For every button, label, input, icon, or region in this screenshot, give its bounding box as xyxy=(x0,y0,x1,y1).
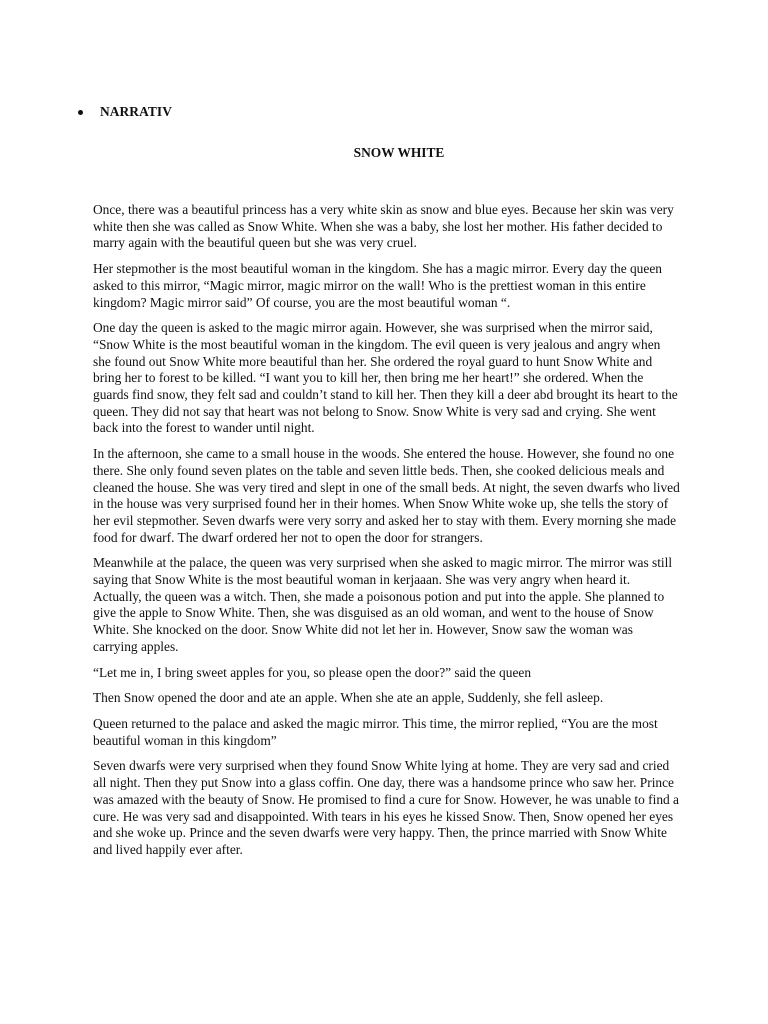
story-title-container xyxy=(0,145,768,161)
bullet-icon xyxy=(78,110,83,115)
story-title: SNOW WHITE xyxy=(353,145,445,160)
paragraph: “Let me in, I bring sweet apples for you, so please open the door?” said the queen xyxy=(93,664,532,680)
section-heading xyxy=(78,102,172,122)
paragraph: In the afternoon, she came to a small house in the woods. She entered the house. However, she found no one there. She only found seven plates on the table and seven little beds. Then, she cooked delicious meals and cleaned the house. She was very tired and slept in one of the small beds. At night, the seven dwarfs who lived in the house was very surprised found her in their homes. When Snow White woke up, she tells the story of her evil stepmother. Seven dwarfs were very sorry and asked her to stay with them. Every morning she made food for dwarf. The dwarf ordered her not to open the door for strangers. xyxy=(93,446,680,545)
paragraph: Meanwhile at the palace, the queen was very surprised when she asked to magic mirror. The mirror was still saying that Snow White is the most beautiful woman in kerjaaan. She was very angry when heard it. Actually, the queen was a witch. Then, she made a poisonous potion and put into the apple. She planned to give the apple to Snow White. Then, she was disguised as an old woman, and went to the house of Snow White. She knocked on the door. Snow White did not let her in. However, Snow saw the woman was carrying apples. xyxy=(93,555,673,654)
paragraph: Once, there was a beautiful princess has a very white skin as snow and blue eyes. Because her skin was very white then she was called as Snow White. When she was a baby, she lost her mother. His father decided to marry again with the beautiful queen but she was very cruel. xyxy=(93,202,674,251)
section-heading-label: NARRATIV xyxy=(100,104,172,119)
paragraph: Then Snow opened the door and ate an apple. When she ate an apple, Suddenly, she fell asleep. xyxy=(93,690,604,706)
paragraph: Her stepmother is the most beautiful woman in the kingdom. She has a magic mirror. Every day the queen asked to this mirror, “Magic mirror, magic mirror on the wall! Who is the prettiest woman in this entire kingdom? Magic mirror said” Of course, you are the most beautiful woman “. xyxy=(93,261,662,310)
story-body xyxy=(93,202,680,868)
paragraph: Seven dwarfs were very surprised when they found Snow White lying at home. They are very sad and cried all night. Then they put Snow into a glass coffin. One day, there was a handsome prince who saw her. Prince was amazed with the beauty of Snow. He promised to find a cure for Snow. However, he was unable to find a cure. He was very sad and disappointed. With tears in his eyes he kissed Snow. Then, Snow opened her eyes and she woke up. Prince and the seven dwarfs were very happy. Then, the prince married with Snow White and lived happily ever after. xyxy=(93,758,680,857)
paragraph: One day the queen is asked to the magic mirror again. However, she was surprised when the mirror said, “Snow White is the most beautiful woman in the kingdom. The evil queen is very jealous and angry when she found out Snow White more beautiful than her. She ordered the royal guard to hunt Snow White and bring her to forest to be killed. “I want you to kill her, then bring me her heart!” she ordered. When the guards find snow, they felt sad and couldn’t stand to kill her. Then they kill a deer abd brought its heart to the queen. They did not say that heart was not belong to Snow. Snow White is very sad and crying. She went back into the forest to wander until night. xyxy=(93,320,678,436)
paragraph: Queen returned to the palace and asked the magic mirror. This time, the mirror replied, “You are the most beautiful woman in this kingdom” xyxy=(93,715,658,748)
